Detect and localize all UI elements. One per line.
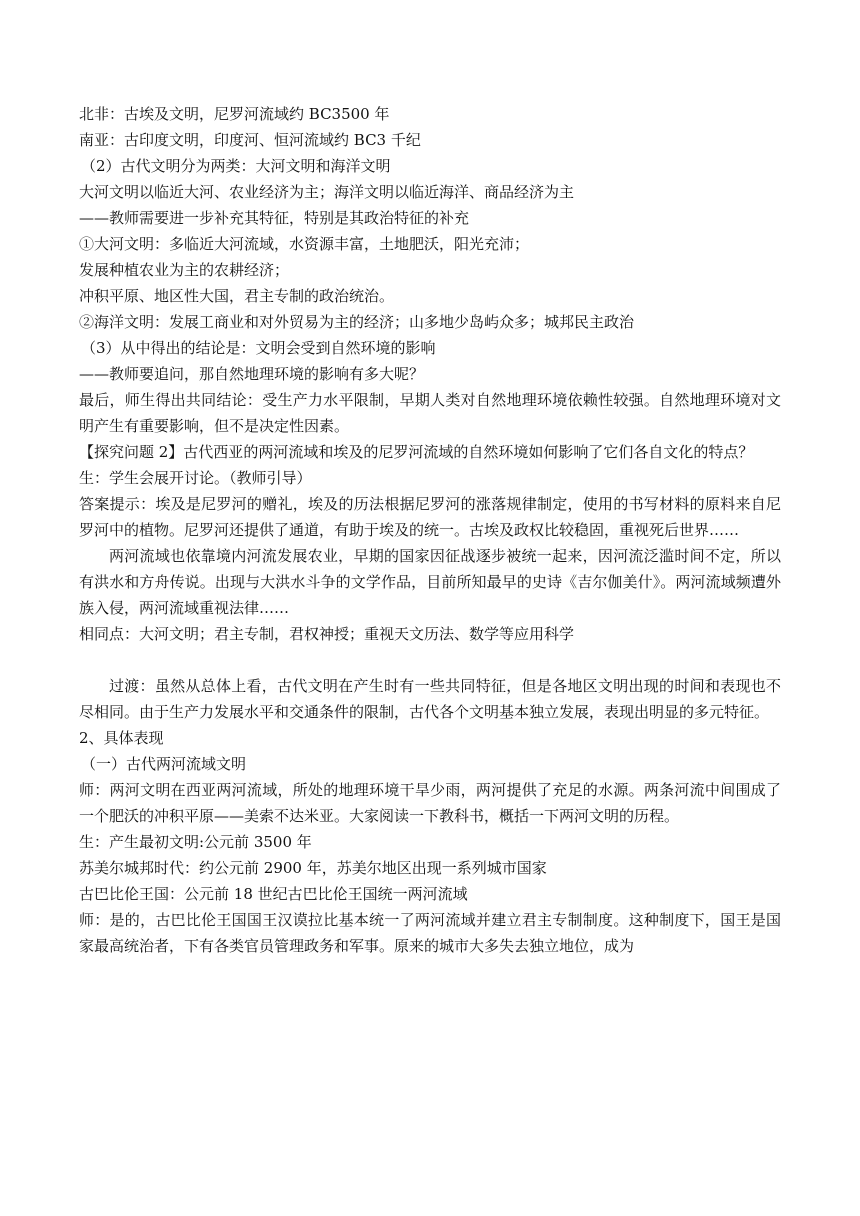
section-heading: （一）古代两河流域文明 <box>81 755 247 773</box>
teacher-note: ——教师要追问，那自然地理环境的影响有多大呢？ <box>79 365 425 383</box>
paragraph: 最后，师生得出共同结论：受生产力水平限制，早期人类对自然地理环境依赖性较强。自然地理环境对文明产生有重要影响，但不是决定性因素。 <box>79 391 781 435</box>
paragraph: 师：两河文明在西亚两河流域，所处的地理环境干旱少雨，两河提供了充足的水源。两条河流中间围成了一个肥沃的冲积平原——美索不达米亚。大家阅读一下教科书，概括一下两河文明的历程。 <box>79 781 781 825</box>
paragraph: 答案提示：埃及是尼罗河的赠礼，埃及的历法根据尼罗河的涨落规律制定，使用的书写材料的原料来自尼罗河中的植物。尼罗河还提供了通道，有助于埃及的统一。古埃及政权比较稳固，重视死后世界…… <box>79 495 781 539</box>
text-line: 冲积平原、地区性大国，君主专制的政治统治。 <box>79 287 395 305</box>
document-body <box>79 101 781 959</box>
text-line: 生：学生会展开讨论。（教师引导） <box>79 469 312 487</box>
text-line: 古巴比伦王国：公元前 18 世纪古巴比伦王国统一两河流域 <box>79 885 468 903</box>
text-line: 北非：古埃及文明，尼罗河流域约 BC3500 年 <box>79 105 390 123</box>
paragraph: 两河流域也依靠境内河流发展农业，早期的国家因征战逐步被统一起来，因河流泛滥时间不定，所以有洪水和方舟传说。出现与大洪水斗争的文学作品，目前所知最早的史诗《吉尔伽美什》。两河流域频遭外族入侵，两河流域重视法律…… <box>79 547 781 617</box>
text-line: 大河文明以临近大河、农业经济为主；海洋文明以临近海洋、商品经济为主 <box>79 183 575 201</box>
section-heading: （2）古代文明分为两类：大河文明和海洋文明 <box>81 157 391 175</box>
text-line: ①大河文明：多临近大河流域，水资源丰富，土地肥沃，阳光充沛； <box>79 235 530 253</box>
paragraph: 过渡：虽然从总体上看，古代文明在产生时有一些共同特征，但是各地区文明出现的时间和表现也不尽相同。由于生产力发展水平和交通条件的限制，古代各个文明基本独立发展，表现出明显的多元特征。 <box>79 677 781 721</box>
text-line: 发展种植农业为主的农耕经济； <box>79 261 290 279</box>
paragraph: 师：是的，古巴比伦王国国王汉谟拉比基本统一了两河流域并建立君主专制制度。这种制度下，国王是国家最高统治者，下有各类官员管理政务和军事。原来的城市大多失去独立地位，成为 <box>79 911 781 955</box>
blank-line <box>79 647 781 673</box>
text-line: ②海洋文明：发展工商业和对外贸易为主的经济；山多地少岛屿众多；城邦民主政治 <box>79 313 635 331</box>
section-heading: 2、具体表现 <box>79 729 164 747</box>
text-line: 苏美尔城邦时代：约公元前 2900 年，苏美尔地区出现一系列城市国家 <box>79 859 547 877</box>
text-line: 南亚：古印度文明，印度河、恒河流域约 BC3 千纪 <box>79 131 421 149</box>
teacher-note: ——教师需要进一步补充其特征，特别是其政治特征的补充 <box>79 209 470 227</box>
text-line: 生：产生最初文明:公元前 3500 年 <box>79 833 312 851</box>
text-line: 相同点：大河文明；君主专制，君权神授；重视天文历法、数学等应用科学 <box>79 625 575 643</box>
inquiry-question: 【探究问题 2】古代西亚的两河流域和埃及的尼罗河流域的自然环境如何影响了它们各自文化的特点？ <box>79 443 754 461</box>
section-heading: （3）从中得出的结论是：文明会受到自然环境的影响 <box>81 339 436 357</box>
